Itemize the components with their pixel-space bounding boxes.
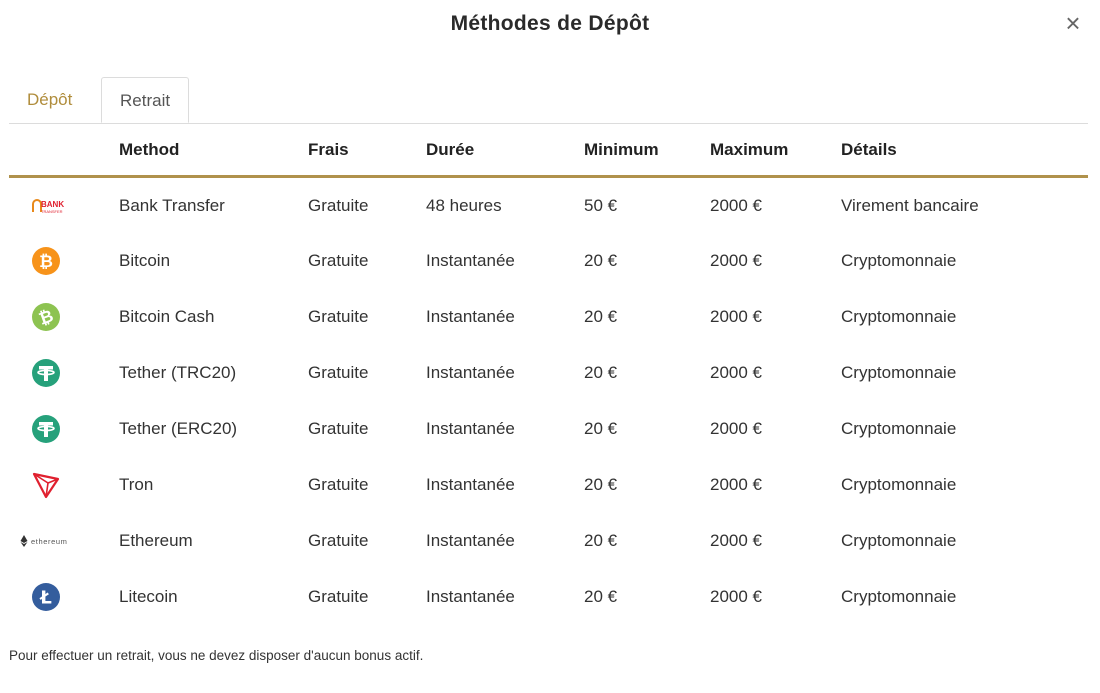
details-value: Cryptomonnaie: [841, 251, 957, 270]
fees-value: Gratuite: [308, 195, 369, 215]
method-name: Ethereum: [119, 531, 193, 550]
bitcoin-icon: [31, 246, 61, 276]
row-icon-cell: [9, 513, 119, 569]
table-row: [9, 569, 1088, 625]
fees-value: Gratuite: [308, 587, 369, 606]
ethereum-logo-icon: [19, 534, 83, 548]
table-row: [9, 513, 1088, 569]
svg-text:₿: ₿: [39, 252, 53, 272]
maximum-value: 2000 €: [710, 475, 762, 494]
row-icon-cell: [9, 233, 119, 289]
tab-bar: [9, 77, 1088, 124]
maximum-value: 2000 €: [710, 251, 762, 270]
duration-value: 48 heures: [426, 195, 502, 215]
tether-icon: [31, 414, 61, 444]
details-value: Virement bancaire: [841, 195, 979, 215]
fees-value: Gratuite: [308, 307, 369, 326]
row-icon-cell: [9, 345, 119, 401]
maximum-value: 2000 €: [710, 363, 762, 382]
minimum-value: 20 €: [584, 531, 618, 550]
table-row: [9, 457, 1088, 513]
method-name: Tether (ERC20): [119, 419, 238, 438]
tether-icon: [31, 358, 61, 388]
row-icon-cell: [9, 289, 119, 345]
bitcoin-cash-icon: [31, 302, 61, 332]
fees-value: Gratuite: [308, 531, 369, 550]
methods-table: [9, 124, 1088, 625]
bank-transfer-logo-icon: [31, 197, 67, 215]
header-icon: [9, 124, 119, 177]
duration-value: Instantanée: [426, 531, 515, 550]
tron-icon: [31, 470, 61, 500]
minimum-value: 20 €: [584, 251, 618, 270]
table-row: [9, 289, 1088, 345]
details-value: Cryptomonnaie: [841, 419, 957, 438]
table-row: [9, 345, 1088, 401]
withdrawal-bonus-note: Pour effectuer un retrait, vous ne devez disposer d'aucun bonus actif.: [9, 648, 424, 663]
details-value: Cryptomonnaie: [841, 363, 957, 382]
duration-value: Instantanée: [426, 363, 515, 382]
row-icon-cell: [9, 177, 119, 234]
svg-text:Ł: Ł: [40, 587, 52, 609]
minimum-value: 50 €: [584, 195, 618, 215]
table-header-row: [9, 124, 1088, 177]
close-icon[interactable]: ×: [1065, 8, 1081, 38]
method-name: Bank Transfer: [119, 195, 225, 215]
method-name: Litecoin: [119, 587, 178, 606]
svg-text:BANK: BANK: [41, 199, 65, 209]
details-value: Cryptomonnaie: [841, 475, 957, 494]
header-method: Method: [119, 124, 308, 177]
method-name: Tether (TRC20): [119, 363, 237, 382]
minimum-value: 20 €: [584, 419, 618, 438]
duration-value: Instantanée: [426, 587, 515, 606]
row-icon-cell: [9, 457, 119, 513]
tab-withdrawal[interactable]: Retrait: [101, 77, 189, 123]
table-row: [9, 401, 1088, 457]
maximum-value: 2000 €: [710, 587, 762, 606]
details-value: Cryptomonnaie: [841, 307, 957, 326]
svg-text:₿: ₿: [36, 306, 57, 330]
duration-value: Instantanée: [426, 419, 515, 438]
details-value: Cryptomonnaie: [841, 531, 957, 550]
dialog-title: Méthodes de Dépôt: [450, 12, 650, 35]
minimum-value: 20 €: [584, 475, 618, 494]
details-value: Cryptomonnaie: [841, 587, 957, 606]
maximum-value: 2000 €: [710, 195, 762, 215]
duration-value: Instantanée: [426, 251, 515, 270]
fees-value: Gratuite: [308, 419, 369, 438]
header-fees: Frais: [308, 124, 426, 177]
svg-text:ethereum: ethereum: [31, 537, 68, 546]
fees-value: Gratuite: [308, 251, 369, 270]
litecoin-icon: [31, 582, 61, 612]
fees-value: Gratuite: [308, 363, 369, 382]
header-minimum: Minimum: [584, 124, 710, 177]
table-row: [9, 177, 1088, 234]
duration-value: Instantanée: [426, 475, 515, 494]
tab-deposit[interactable]: Dépôt: [27, 90, 73, 109]
header-details: Détails: [841, 124, 1088, 177]
minimum-value: 20 €: [584, 587, 618, 606]
method-name: Bitcoin Cash: [119, 307, 215, 326]
header-duration: Durée: [426, 124, 584, 177]
header-maximum: Maximum: [710, 124, 841, 177]
method-name: Tron: [119, 475, 154, 494]
minimum-value: 20 €: [584, 307, 618, 326]
method-name: Bitcoin: [119, 251, 171, 270]
minimum-value: 20 €: [584, 363, 618, 382]
maximum-value: 2000 €: [710, 531, 762, 550]
table-row: [9, 233, 1088, 289]
svg-text:TRANSFER: TRANSFER: [41, 208, 63, 214]
maximum-value: 2000 €: [710, 419, 762, 438]
row-icon-cell: [9, 401, 119, 457]
duration-value: Instantanée: [426, 307, 515, 326]
maximum-value: 2000 €: [710, 307, 762, 326]
fees-value: Gratuite: [308, 475, 369, 494]
row-icon-cell: [9, 569, 119, 625]
